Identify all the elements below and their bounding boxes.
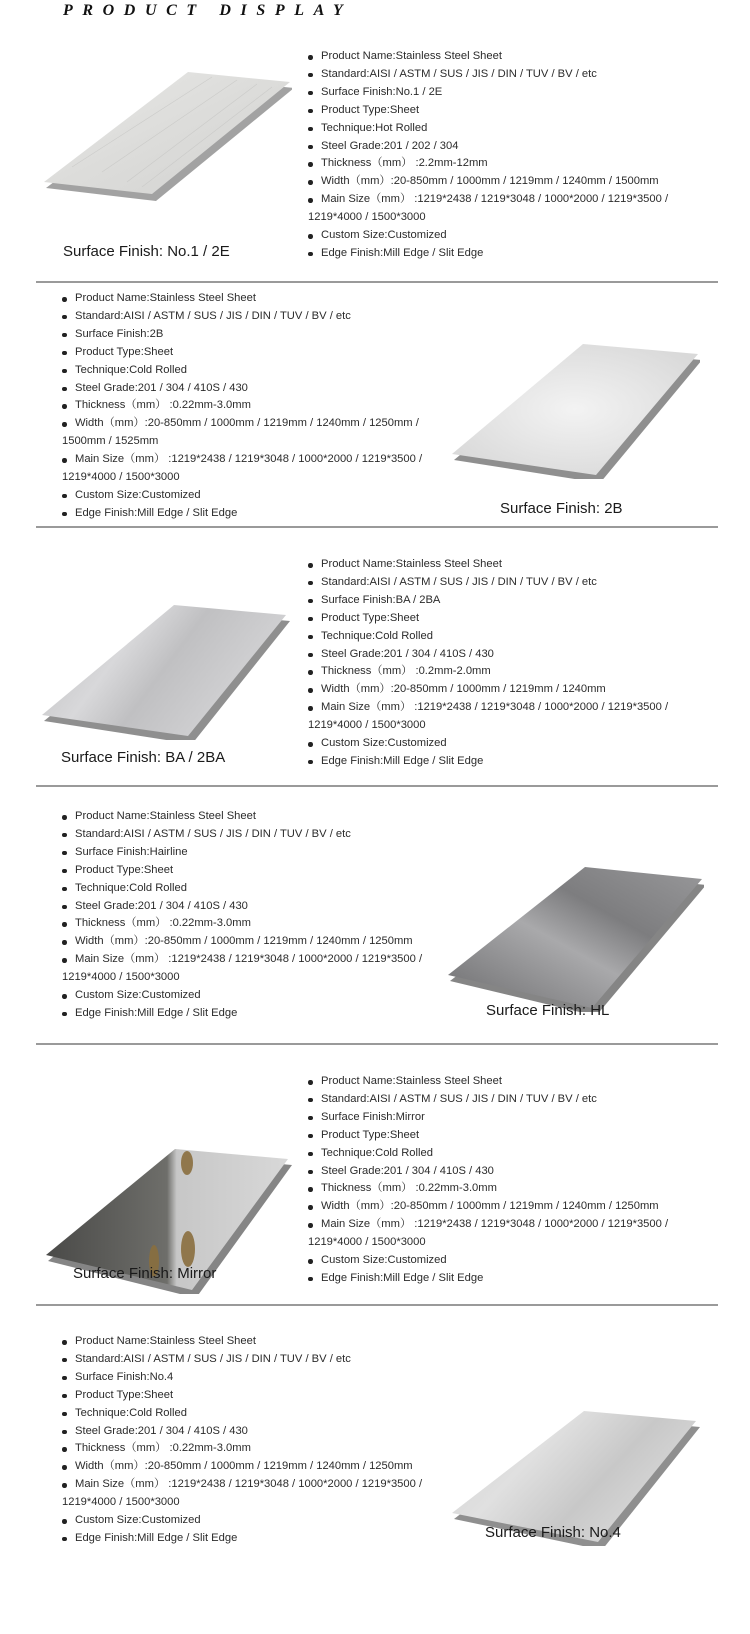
bullet-icon [308,760,313,765]
bullet-icon [62,1483,67,1488]
bullet-icon [62,1430,67,1435]
spec-item: Edge Finish:Mill Edge / Slit Edge [62,1530,422,1548]
spec-item: Technique:Hot Rolled [308,120,668,138]
bullet-icon [62,512,67,517]
bullet-icon [308,198,313,203]
bullet-icon [62,1465,67,1470]
bullet-icon [308,670,313,675]
spec-item: Standard:AISI / ASTM / SUS / JIS / DIN / TUV / BV / etc [308,66,668,84]
bullet-icon [62,1376,67,1381]
bullet-icon [308,234,313,239]
spec-item: Product Name:Stainless Steel Sheet [62,290,422,308]
bullet-icon [308,688,313,693]
bullet-icon [308,1170,313,1175]
spec-item: Custom Size:Customized [308,227,668,245]
bullet-icon [62,1412,67,1417]
spec-item: Width（mm）:20-850mm / 1000mm / 1219mm / 1240mm / 1250mm [62,933,422,951]
page-title: PRODUCT DISPLAY [63,2,353,19]
spec-item: Steel Grade:201 / 304 / 410S / 430 [308,646,668,664]
spec-item: Width（mm）:20-850mm / 1000mm / 1219mm / 1240mm / 1250mm [62,1458,422,1476]
bullet-icon [62,887,67,892]
bullet-icon [308,1223,313,1228]
section-divider [36,1304,718,1306]
bullet-icon [308,1187,313,1192]
spec-item: Product Type:Sheet [308,1127,668,1145]
spec-list [308,1073,668,1288]
spec-item: Product Name:Stainless Steel Sheet [62,1333,422,1351]
spec-item: Custom Size:Customized [308,735,668,753]
spec-item: Surface Finish:No.4 [62,1369,422,1387]
bullet-icon [308,617,313,622]
spec-item: Technique:Cold Rolled [62,880,422,898]
spec-item: Surface Finish:Hairline [62,844,422,862]
spec-item: Product Name:Stainless Steel Sheet [62,808,422,826]
bullet-icon [308,127,313,132]
spec-item: Product Name:Stainless Steel Sheet [308,556,668,574]
bullet-icon [62,1012,67,1017]
product-caption: Surface Finish: No.1 / 2E [63,243,230,260]
bullet-icon [308,73,313,78]
product-caption: Surface Finish: BA / 2BA [61,749,226,766]
spec-item: Standard:AISI / ASTM / SUS / JIS / DIN / TUV / BV / etc [62,308,422,326]
spec-item: Width（mm）:20-850mm / 1000mm / 1219mm / 1240mm / 1500mm [308,173,668,191]
section-divider [36,1043,718,1045]
spec-item: Technique:Cold Rolled [308,628,668,646]
bullet-icon [62,905,67,910]
bullet-icon [62,387,67,392]
spec-item: Product Type:Sheet [62,862,422,880]
spec-item: Main Size（mm） :1219*2438 / 1219*3048 / 1000*2000 / 1219*3500 / 1219*4000 / 1500*3000 [308,1218,669,1249]
bullet-icon [308,1259,313,1264]
sheet-ba-2ba-icon [40,605,290,740]
bullet-icon [308,145,313,150]
bullet-icon [62,994,67,999]
bullet-icon [308,1152,313,1157]
product-caption: Surface Finish: Mirror [73,1265,217,1282]
spec-item: Thickness（mm） :2.2mm-12mm [308,155,668,173]
spec-item: Width（mm）:20-850mm / 1000mm / 1219mm / 1240mm / 1250mm / 1500mm / 1525mm [62,417,419,448]
bullet-icon [62,851,67,856]
spec-list [308,556,668,771]
bullet-icon [62,333,67,338]
spec-item: Surface Finish:BA / 2BA [308,592,668,610]
spec-list [308,48,668,263]
bullet-icon [308,599,313,604]
sheet-hairline-icon [446,867,704,1012]
bullet-icon [62,404,67,409]
spec-item: Product Type:Sheet [62,344,422,362]
spec-item: Steel Grade:201 / 304 / 410S / 430 [308,1163,668,1181]
bullet-icon [308,109,313,114]
spec-item: Edge Finish:Mill Edge / Slit Edge [308,1270,668,1288]
bullet-icon [308,55,313,60]
bullet-icon [62,369,67,374]
bullet-icon [308,1134,313,1139]
bullet-icon [308,635,313,640]
spec-list [62,290,422,523]
bullet-icon [308,1080,313,1085]
bullet-icon [62,922,67,927]
bullet-icon [308,742,313,747]
spec-item: Main Size（mm） :1219*2438 / 1219*3048 / 1000*2000 / 1219*3500 / 1219*4000 / 1500*3000 [308,701,669,732]
bullet-icon [308,581,313,586]
spec-item: Product Name:Stainless Steel Sheet [308,1073,668,1091]
spec-item: Standard:AISI / ASTM / SUS / JIS / DIN / TUV / BV / etc [308,1091,668,1109]
spec-item: Steel Grade:201 / 202 / 304 [308,138,668,156]
bullet-icon [62,940,67,945]
spec-item: Surface Finish:2B [62,326,422,344]
bullet-icon [308,653,313,658]
spec-item: Steel Grade:201 / 304 / 410S / 430 [62,1423,422,1441]
section-divider [36,785,718,787]
spec-item: Main Size（mm） :1219*2438 / 1219*3048 / 1000*2000 / 1219*3500 / 1219*4000 / 1500*3000 [308,193,669,224]
spec-item: Product Name:Stainless Steel Sheet [308,48,668,66]
spec-item: Width（mm）:20-850mm / 1000mm / 1219mm / 1240mm [308,681,668,699]
spec-item: Thickness（mm） :0.22mm-3.0mm [308,1180,668,1198]
spec-item: Custom Size:Customized [308,1252,668,1270]
spec-item: Custom Size:Customized [62,487,422,505]
product-caption: Surface Finish: 2B [500,500,623,517]
bullet-icon [62,815,67,820]
bullet-icon [308,91,313,96]
spec-item: Edge Finish:Mill Edge / Slit Edge [62,505,422,523]
spec-item: Steel Grade:201 / 304 / 410S / 430 [62,380,422,398]
spec-item: Edge Finish:Mill Edge / Slit Edge [308,753,668,771]
spec-item: Thickness（mm） :0.22mm-3.0mm [62,1440,422,1458]
bullet-icon [62,315,67,320]
spec-list [62,808,422,1023]
spec-item: Standard:AISI / ASTM / SUS / JIS / DIN / TUV / BV / etc [62,826,422,844]
spec-item: Main Size（mm） :1219*2438 / 1219*3048 / 1000*2000 / 1219*3500 / 1219*4000 / 1500*3000 [62,953,423,984]
bullet-icon [62,833,67,838]
bullet-icon [308,162,313,167]
spec-item: Thickness（mm） :0.22mm-3.0mm [62,915,422,933]
spec-item: Technique:Cold Rolled [308,1145,668,1163]
bullet-icon [308,706,313,711]
bullet-icon [62,869,67,874]
spec-item: Thickness（mm） :0.2mm-2.0mm [308,663,668,681]
product-caption: Surface Finish: HL [486,1002,610,1019]
spec-item: Standard:AISI / ASTM / SUS / JIS / DIN / TUV / BV / etc [308,574,668,592]
bullet-icon [308,1098,313,1103]
spec-item: Edge Finish:Mill Edge / Slit Edge [308,245,668,263]
sheet-no1-2e-icon [42,72,292,202]
section-divider [36,281,718,283]
bullet-icon [62,1537,67,1542]
spec-item: Main Size（mm） :1219*2438 / 1219*3048 / 1000*2000 / 1219*3500 / 1219*4000 / 1500*3000 [62,1478,423,1509]
spec-item: Standard:AISI / ASTM / SUS / JIS / DIN / TUV / BV / etc [62,1351,422,1369]
spec-item: Surface Finish:Mirror [308,1109,668,1127]
spec-item: Custom Size:Customized [62,1512,422,1530]
bullet-icon [62,1340,67,1345]
spec-item: Product Type:Sheet [308,610,668,628]
bullet-icon [62,494,67,499]
bullet-icon [308,1277,313,1282]
bullet-icon [308,180,313,185]
spec-item: Steel Grade:201 / 304 / 410S / 430 [62,898,422,916]
section-divider [36,526,718,528]
spec-item: Product Type:Sheet [62,1387,422,1405]
spec-item: Surface Finish:No.1 / 2E [308,84,668,102]
bullet-icon [308,252,313,257]
spec-item: Thickness（mm） :0.22mm-3.0mm [62,397,422,415]
bullet-icon [62,458,67,463]
spec-item: Technique:Cold Rolled [62,362,422,380]
spec-item: Main Size（mm） :1219*2438 / 1219*3048 / 1000*2000 / 1219*3500 / 1219*4000 / 1500*3000 [62,453,423,484]
spec-item: Product Type:Sheet [308,102,668,120]
bullet-icon [62,1447,67,1452]
bullet-icon [62,958,67,963]
bullet-icon [62,1358,67,1363]
spec-item: Custom Size:Customized [62,987,422,1005]
bullet-icon [62,1394,67,1399]
bullet-icon [308,563,313,568]
bullet-icon [308,1116,313,1121]
bullet-icon [62,297,67,302]
bullet-icon [308,1205,313,1210]
bullet-icon [62,351,67,356]
spec-item: Width（mm）:20-850mm / 1000mm / 1219mm / 1240mm / 1250mm [308,1198,668,1216]
spec-item: Technique:Cold Rolled [62,1405,422,1423]
spec-list [62,1333,422,1548]
spec-item: Edge Finish:Mill Edge / Slit Edge [62,1005,422,1023]
sheet-2b-icon [450,344,700,479]
bullet-icon [62,1519,67,1524]
product-caption: Surface Finish: No.4 [485,1524,621,1541]
bullet-icon [62,422,67,427]
